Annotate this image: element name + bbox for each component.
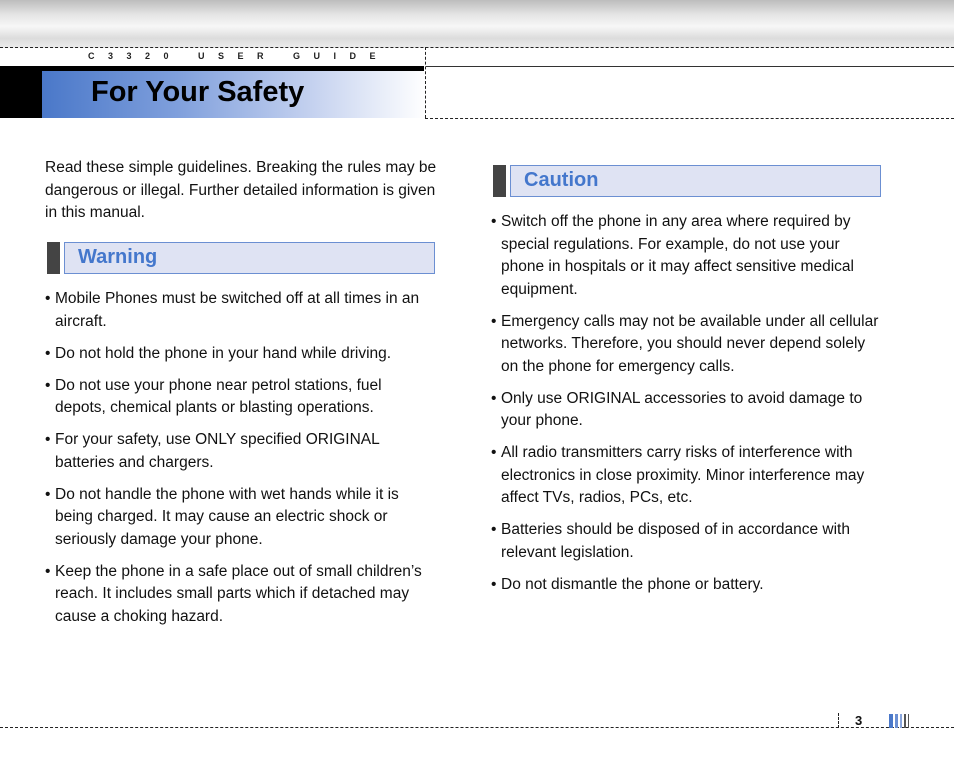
title-black-block xyxy=(0,66,42,118)
header-dashed-divider xyxy=(425,47,426,118)
caution-heading-box xyxy=(510,165,881,197)
page-number: 3 xyxy=(855,713,863,728)
list-item: • Batteries should be disposed of in accordance with relevant legislation. xyxy=(491,519,883,564)
footer-dashed-rule xyxy=(0,727,954,728)
page-marker-icon xyxy=(889,714,929,729)
warning-heading-label: Warning xyxy=(78,246,158,268)
guide-running-header: C3320 USER GUIDE xyxy=(88,51,390,61)
header-gradient-band xyxy=(0,0,954,48)
list-item: • Mobile Phones must be switched off at all times in an aircraft. xyxy=(45,288,435,333)
page-title: For Your Safety xyxy=(91,76,305,108)
list-item: • Do not handle the phone with wet hands while it is being charged. It may cause an electric shock or seriously damage your phone. xyxy=(45,484,435,552)
title-dashed-rule xyxy=(425,118,954,119)
footer-dashed-divider xyxy=(838,713,839,728)
list-item: • Keep the phone in a safe place out of small children’s reach. It includes small parts which if detached may cause a choking hazard. xyxy=(45,561,435,629)
header-dashed-rule xyxy=(0,47,954,48)
caution-heading xyxy=(493,165,881,197)
list-item: • Switch off the phone in any area where required by special regulations. For example, do not use your phone in hospitals or it may affect sensitive medical equipment. xyxy=(491,211,883,301)
caution-marker xyxy=(493,165,506,197)
intro-paragraph: Read these simple guidelines. Breaking the rules may be dangerous or illegal. Further detailed information is given in this manual. xyxy=(45,159,437,221)
caution-heading-label: Caution xyxy=(524,169,599,191)
warning-list xyxy=(45,288,435,638)
warning-marker xyxy=(47,242,60,274)
caution-list xyxy=(491,211,883,606)
list-item: • Do not use your phone near petrol stations, fuel depots, chemical plants or blasting operations. xyxy=(45,375,435,420)
list-item: • All radio transmitters carry risks of interference with electronics in close proximity. Minor interference may affect TVs, radios, PCs, etc. xyxy=(491,442,883,510)
list-item: • Do not hold the phone in your hand while driving. xyxy=(45,343,435,366)
list-item: • Only use ORIGINAL accessories to avoid damage to your phone. xyxy=(491,388,883,433)
list-item: • For your safety, use ONLY specified ORIGINAL batteries and chargers. xyxy=(45,429,435,474)
list-item: • Emergency calls may not be available under all cellular networks. Therefore, you should never depend solely on the phone for emergency calls. xyxy=(491,311,883,379)
warning-heading-box xyxy=(64,242,435,274)
list-item: • Do not dismantle the phone or battery. xyxy=(491,574,883,597)
warning-heading xyxy=(47,242,435,274)
header-right-rule xyxy=(426,66,954,67)
